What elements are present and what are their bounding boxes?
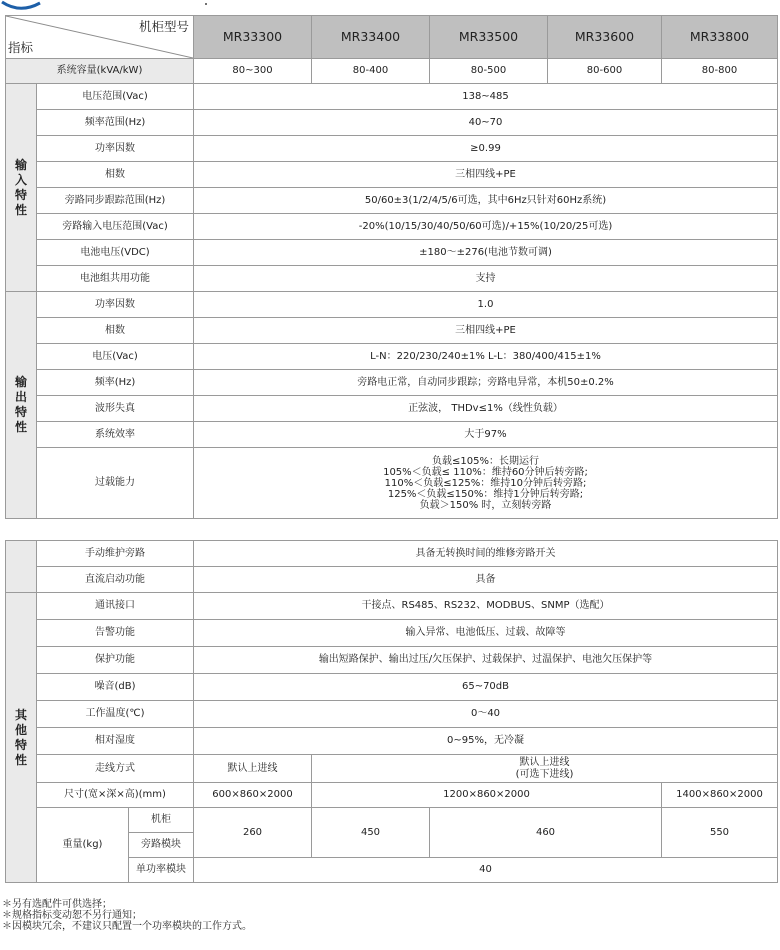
misc-section-label xyxy=(6,541,37,593)
capacity-row xyxy=(6,59,778,84)
header-row xyxy=(6,16,778,59)
spec-label: 旁路同步跟踪范围(Hz) xyxy=(37,188,194,214)
spec-value: 138~485 xyxy=(194,84,778,110)
spec-label: 电池组共用功能 xyxy=(37,266,194,292)
output-section-text: 输出特性 xyxy=(15,375,28,434)
overload-line: 110%＜负载≤125%：维持10分钟后转旁路; xyxy=(384,477,587,489)
model-mr33600: MR33600 xyxy=(548,16,662,59)
footnotes xyxy=(2,899,252,932)
weight-value-mr33500-600: 460 xyxy=(430,808,662,858)
spec-value: 40~70 xyxy=(194,110,778,136)
other-section-label xyxy=(6,593,37,883)
weight-sub-power: 单功率模块 xyxy=(129,858,194,883)
spec-value: 0~95%，无冷凝 xyxy=(194,728,778,755)
overload-line: 负载≤105%：长期运行 xyxy=(432,455,539,467)
wiring-value-mr33300: 默认上进线 xyxy=(194,755,312,783)
spec-row xyxy=(6,728,778,755)
size-row xyxy=(6,783,778,808)
spec-row xyxy=(6,541,778,567)
spec-label: 相数 xyxy=(37,162,194,188)
spec-value: L-N：220/230/240±1% L-L：380/400/415±1% xyxy=(194,344,778,370)
weight-sub-cabinet: 机柜 xyxy=(129,808,194,833)
spec-row xyxy=(6,136,778,162)
spec-label: 频率(Hz) xyxy=(37,370,194,396)
spec-row xyxy=(6,318,778,344)
spec-label: 工作温度(℃) xyxy=(37,701,194,728)
size-value-mr33800: 1400×860×2000 xyxy=(662,783,778,808)
cabinet-model-label: 机柜型号 xyxy=(138,19,189,34)
footnote: ＊因模块冗余，不建议只配置一个功率模块的工作方式。 xyxy=(2,921,252,932)
wiring-row xyxy=(6,755,778,783)
capacity-value: 80~300 xyxy=(194,59,312,84)
spec-label: 电压范围(Vac) xyxy=(37,84,194,110)
spec-label: 电池电压(VDC) xyxy=(37,240,194,266)
input-section-text: 输入特性 xyxy=(15,157,28,217)
spec-row xyxy=(6,396,778,422)
spec-row xyxy=(6,567,778,593)
spec-value: 支持 xyxy=(194,266,778,292)
footnote: ＊另有选配件可供选择； xyxy=(2,899,112,910)
spec-row xyxy=(6,370,778,396)
model-mr33400: MR33400 xyxy=(312,16,430,59)
spec-label: 功率因数 xyxy=(37,292,194,318)
spec-value: 50/60±3(1/2/4/5/6可选，其中6Hz只针对60Hz系统) xyxy=(194,188,778,214)
spec-label: 告警功能 xyxy=(37,620,194,647)
spec-row xyxy=(6,593,778,620)
spec-label: 走线方式 xyxy=(37,755,194,783)
spec-label: 频率范围(Hz) xyxy=(37,110,194,136)
spec-value: 1.0 xyxy=(194,292,778,318)
footnote: ＊规格指标变动恕不另行通知； xyxy=(2,910,142,921)
spec-table-upper xyxy=(5,15,778,519)
model-mr33300: MR33300 xyxy=(194,16,312,59)
spec-row xyxy=(6,701,778,728)
spec-row xyxy=(6,266,778,292)
overload-value xyxy=(194,448,778,519)
spec-label: 电压(Vac) xyxy=(37,344,194,370)
spec-label: 手动维护旁路 xyxy=(37,541,194,567)
spec-row xyxy=(6,674,778,701)
size-value-mr33300: 600×860×2000 xyxy=(194,783,312,808)
weight-row xyxy=(6,808,778,833)
spec-row xyxy=(6,188,778,214)
spec-label: 功率因数 xyxy=(37,136,194,162)
spec-value: 输入异常、电池低压、过载、故障等 xyxy=(194,620,778,647)
spec-value: 0～40 xyxy=(194,701,778,728)
weight-value-mr33400: 450 xyxy=(312,808,430,858)
model-mr33800: MR33800 xyxy=(662,16,778,59)
overload-line: 125%＜负载≤150%：维持1分钟后转旁路; xyxy=(387,488,584,500)
spec-row xyxy=(6,292,778,318)
spec-label: 尺寸(宽×深×高)(mm) xyxy=(37,783,194,808)
spec-label: 相数 xyxy=(37,318,194,344)
spec-value: 三相四线+PE xyxy=(194,162,778,188)
size-value-middle: 1200×860×2000 xyxy=(312,783,662,808)
capacity-value: 80-400 xyxy=(312,59,430,84)
brand-logo-fragment xyxy=(0,0,60,14)
capacity-label: 系统容量(kVA/kW) xyxy=(6,59,194,84)
spec-label: 系统效率 xyxy=(37,422,194,448)
spec-row xyxy=(6,422,778,448)
spec-row xyxy=(6,214,778,240)
spec-value: -20%(10/15/30/40/50/60可选)/+15%(10/20/25可选) xyxy=(194,214,778,240)
spec-label: 保护功能 xyxy=(37,647,194,674)
spec-value: 正弦波， THDv≤1%（线性负载） xyxy=(194,396,778,422)
spec-value: 大于97% xyxy=(194,422,778,448)
overload-row xyxy=(6,448,778,519)
spec-label: 相对湿度 xyxy=(37,728,194,755)
spec-row xyxy=(6,240,778,266)
output-section-label xyxy=(6,292,37,519)
overload-line: 105%＜负载≤ 110%：维持60分钟后转旁路; xyxy=(383,466,588,478)
spec-table-lower xyxy=(5,540,778,883)
spec-row xyxy=(6,647,778,674)
input-section-label xyxy=(6,84,37,292)
weight-sub-bypass: 旁路模块 xyxy=(129,833,194,858)
model-mr33500: MR33500 xyxy=(430,16,548,59)
spec-row xyxy=(6,620,778,647)
wiring-line: (可选下进线) xyxy=(515,768,574,780)
spec-value: 具备 xyxy=(194,567,778,593)
weight-value-mr33800: 550 xyxy=(662,808,778,858)
indicator-label: 指标 xyxy=(8,40,34,55)
spec-label: 通讯接口 xyxy=(37,593,194,620)
spec-label: 噪音(dB) xyxy=(37,674,194,701)
spec-value: 三相四线+PE xyxy=(194,318,778,344)
spec-label: 旁路输入电压范围(Vac) xyxy=(37,214,194,240)
spec-value: ±180～±276(电池节数可调) xyxy=(194,240,778,266)
spec-value: ≥0.99 xyxy=(194,136,778,162)
overload-line: 负载＞150% 时，立刻转旁路 xyxy=(419,499,552,511)
capacity-value: 80-500 xyxy=(430,59,548,84)
spec-row xyxy=(6,344,778,370)
spec-value: 干接点、RS485、RS232、MODBUS、SNMP（选配） xyxy=(194,593,778,620)
spec-row xyxy=(6,110,778,136)
spec-row xyxy=(6,84,778,110)
wiring-line: 默认上进线 xyxy=(519,756,570,768)
weight-label: 重量(kg) xyxy=(37,808,129,883)
spec-label: 过载能力 xyxy=(37,448,194,519)
other-section-text: 其他特性 xyxy=(15,707,28,767)
header-corner-cell xyxy=(6,16,194,59)
capacity-value: 80-800 xyxy=(662,59,778,84)
spec-value: 具备无转换时间的维修旁路开关 xyxy=(194,541,778,567)
spec-value: 旁路电正常，自动同步跟踪；旁路电异常，本机50±0.2% xyxy=(194,370,778,396)
spec-value: 输出短路保护、输出过压/欠压保护、过载保护、过温保护、电池欠压保护等 xyxy=(194,647,778,674)
wiring-value-others xyxy=(312,755,778,783)
spec-label: 直流启动功能 xyxy=(37,567,194,593)
spec-value: 65~70dB xyxy=(194,674,778,701)
spec-label: 波形失真 xyxy=(37,396,194,422)
decorative-dot xyxy=(205,3,207,5)
power-module-weight: 40 xyxy=(194,858,778,883)
capacity-value: 80-600 xyxy=(548,59,662,84)
weight-value-mr33300: 260 xyxy=(194,808,312,858)
spec-row xyxy=(6,162,778,188)
